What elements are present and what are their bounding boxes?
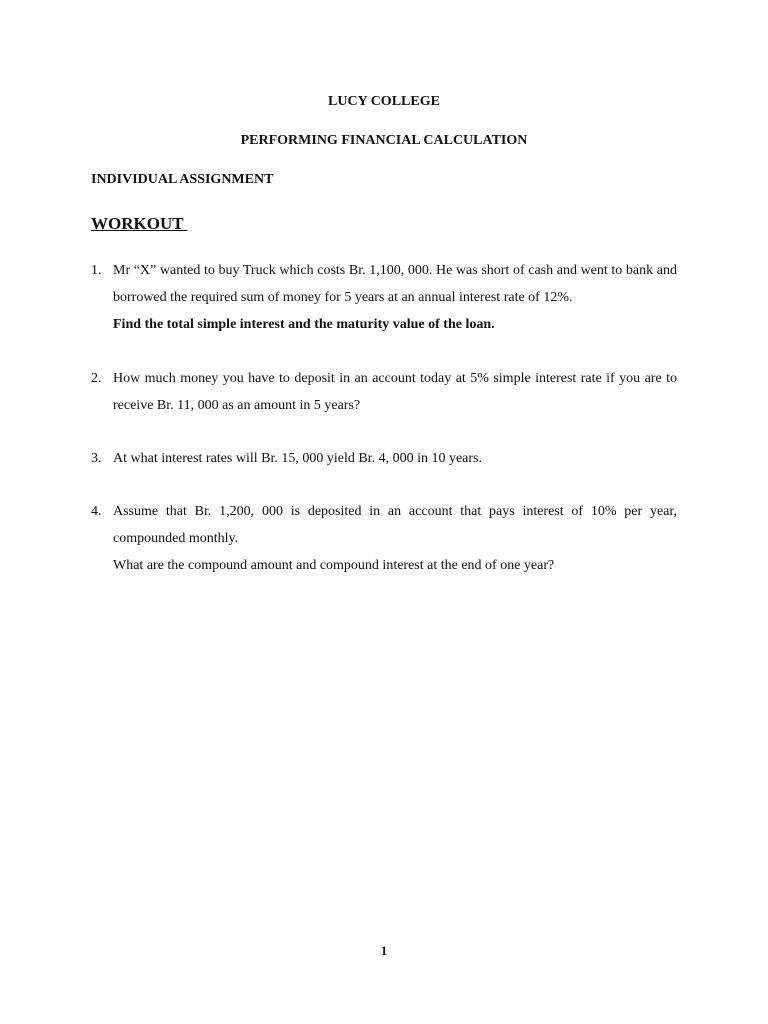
- question-item: [91, 365, 677, 419]
- question-number: 1.: [91, 263, 102, 278]
- question-instruction: Find the total simple interest and the maturity value of the loan.: [113, 317, 495, 332]
- question-text: How much money you have to deposit in an account today at 5% simple interest rate if you are to receive Br. 11, 000 as an amount in 5 years?: [113, 371, 677, 413]
- question-text: Mr “X” wanted to buy Truck which costs Br. 1,100, 000. He was short of cash and went to bank and borrowed the required sum of money for 5 years at an annual interest rate of 12%.: [113, 263, 677, 305]
- question-item: [91, 445, 677, 472]
- assignment-type: INDIVIDUAL ASSIGNMENT: [91, 172, 274, 187]
- question-followup: What are the compound amount and compound interest at the end of one year?: [113, 558, 555, 573]
- question-number: 2.: [91, 371, 102, 386]
- question-text: Assume that Br. 1,200, 000 is deposited in an account that pays interest of 10% per year, compounded monthly.: [113, 504, 677, 546]
- question-item: [91, 498, 677, 579]
- question-text: At what interest rates will Br. 15, 000 yield Br. 4, 000 in 10 years.: [113, 451, 483, 466]
- question-item: [91, 257, 677, 338]
- question-number: 3.: [91, 451, 102, 466]
- question-number: 4.: [91, 504, 102, 519]
- section-heading: WORKOUT: [91, 214, 188, 233]
- course-title: PERFORMING FINANCIAL CALCULATION: [240, 133, 528, 148]
- page-number: 1: [380, 943, 388, 958]
- college-title: LUCY COLLEGE: [328, 94, 440, 109]
